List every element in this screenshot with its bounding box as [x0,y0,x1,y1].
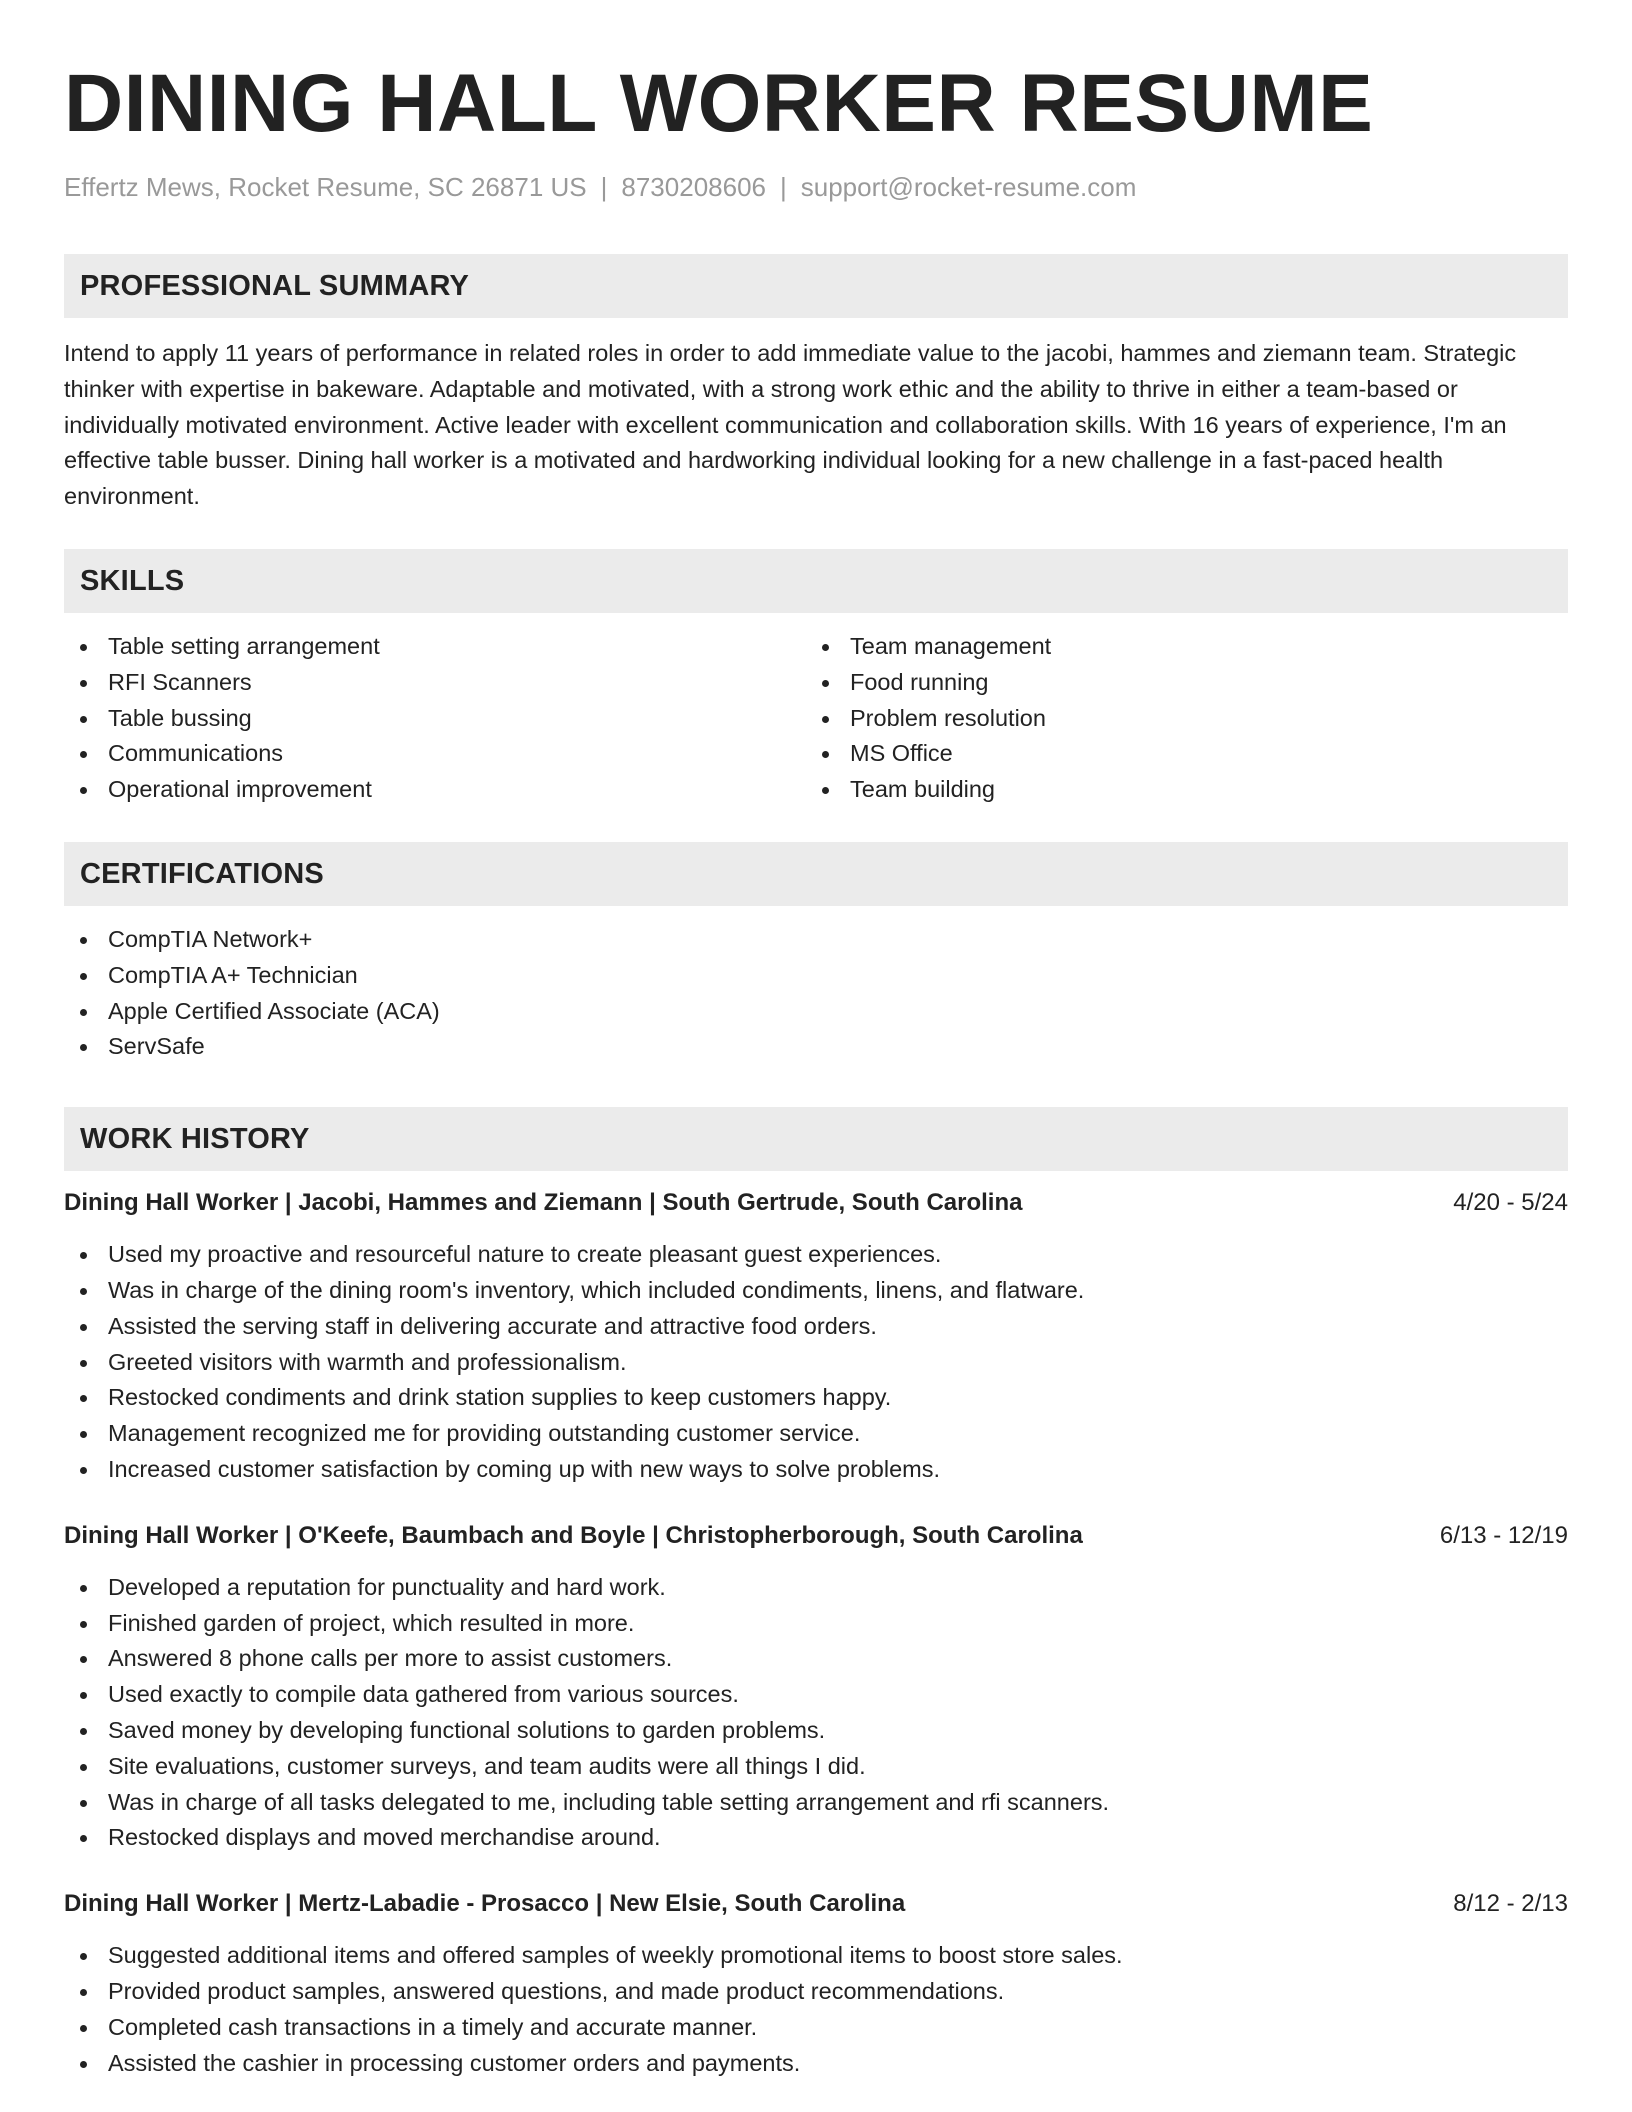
job-entry [64,1886,1568,2081]
skills-column-right [806,629,1548,808]
skill-item: Problem resolution [806,701,1548,737]
job-duties-list [64,1237,1568,1488]
contact-email: support@rocket-resume.com [800,172,1137,202]
skills-column-left [64,629,806,808]
job-dates: 6/13 - 12/19 [1439,1521,1568,1549]
job-duty: Increased customer satisfaction by coming up with new ways to solve problems. [64,1452,1568,1488]
job-duty: Answered 8 phone calls per more to assist customers. [64,1641,1568,1677]
job-header [64,1185,1568,1221]
summary-heading: PROFESSIONAL SUMMARY [64,254,1568,318]
work-history-heading: WORK HISTORY [64,1107,1568,1171]
job-duty: Site evaluations, customer surveys, and team audits were all things I did. [64,1749,1568,1785]
skill-item: Team management [806,629,1548,665]
job-duty: Developed a reputation for punctuality and hard work. [64,1570,1568,1606]
job-title: Dining Hall Worker | Jacobi, Hammes and Ziemann | South Gertrude, South Carolina [64,1189,1023,1217]
skill-item: Table bussing [64,701,806,737]
certifications-heading: CERTIFICATIONS [64,842,1568,906]
contact-phone: 8730208606 [621,172,766,202]
job-duty: Management recognized me for providing outstanding customer service. [64,1416,1568,1452]
certifications-list [64,922,1568,1065]
resume-page [64,0,1568,2081]
job-entry [64,1185,1568,1488]
job-duty: Used exactly to compile data gathered from various sources. [64,1677,1568,1713]
job-duty: Suggested additional items and offered samples of weekly promotional items to boost store sales. [64,1938,1568,1974]
job-title: Dining Hall Worker | Mertz-Labadie - Prosacco | New Elsie, South Carolina [64,1890,906,1918]
job-dates: 4/20 - 5/24 [1453,1189,1568,1217]
job-dates: 8/12 - 2/13 [1453,1890,1568,1918]
job-duty: Saved money by developing functional solutions to garden problems. [64,1713,1568,1749]
job-duty: Was in charge of all tasks delegated to me, including table setting arrangement and rfi scanners. [64,1785,1568,1821]
contact-line [64,170,1568,204]
job-entry [64,1518,1568,1856]
job-duty: Completed cash transactions in a timely and accurate manner. [64,2010,1568,2046]
skill-item: Operational improvement [64,772,806,808]
skill-item: Communications [64,736,806,772]
skill-item: Table setting arrangement [64,629,806,665]
job-duties-list [64,1570,1568,1856]
certification-item: Apple Certified Associate (ACA) [64,994,1568,1030]
resume-title: DINING HALL WORKER RESUME [64,58,1374,149]
contact-separator: | [780,172,787,202]
job-duty: Assisted the serving staff in delivering accurate and attractive food orders. [64,1309,1568,1345]
skill-item: MS Office [806,736,1548,772]
skill-item: RFI Scanners [64,665,806,701]
summary-text: Intend to apply 11 years of performance in related roles in order to add immediate value to the jacobi, hammes and ziemann team. Strategic thinker with expertise in bakeware. Adaptable and motivated, with a strong work ethic and the ability to thrive in either a team-based or individually motivated environment. Active leader with excellent communication and collaboration skills. With 16 years of experience, I'm an effective table busser. Dining hall worker is a motivated and hardworking individual looking for a new challenge in a fast-paced health environment. [64,340,1517,510]
job-header [64,1518,1568,1554]
skills-list [64,629,1568,808]
skill-item: Team building [806,772,1548,808]
job-duty: Used my proactive and resourceful nature to create pleasant guest experiences. [64,1237,1568,1273]
skills-heading: SKILLS [64,549,1568,613]
job-title: Dining Hall Worker | O'Keefe, Baumbach and Boyle | Christopherborough, South Carolina [64,1521,1083,1549]
certification-item: CompTIA Network+ [64,922,1568,958]
job-duty: Assisted the cashier in processing customer orders and payments. [64,2046,1568,2082]
job-duty: Finished garden of project, which resulted in more. [64,1606,1568,1642]
certification-item: ServSafe [64,1029,1568,1065]
contact-separator: | [600,172,608,202]
job-duty: Was in charge of the dining room's inventory, which included condiments, linens, and flatware. [64,1273,1568,1309]
job-duty: Provided product samples, answered questions, and made product recommendations. [64,1974,1568,2010]
job-duty: Restocked condiments and drink station supplies to keep customers happy. [64,1380,1568,1416]
certification-item: CompTIA A+ Technician [64,958,1568,994]
job-duty: Greeted visitors with warmth and professionalism. [64,1345,1568,1381]
job-duties-list [64,1938,1568,2081]
job-duty: Restocked displays and moved merchandise around. [64,1820,1568,1856]
contact-address: Effertz Mews, Rocket Resume, SC 26871 US [64,172,587,202]
skill-item: Food running [806,665,1548,701]
job-header [64,1886,1568,1922]
